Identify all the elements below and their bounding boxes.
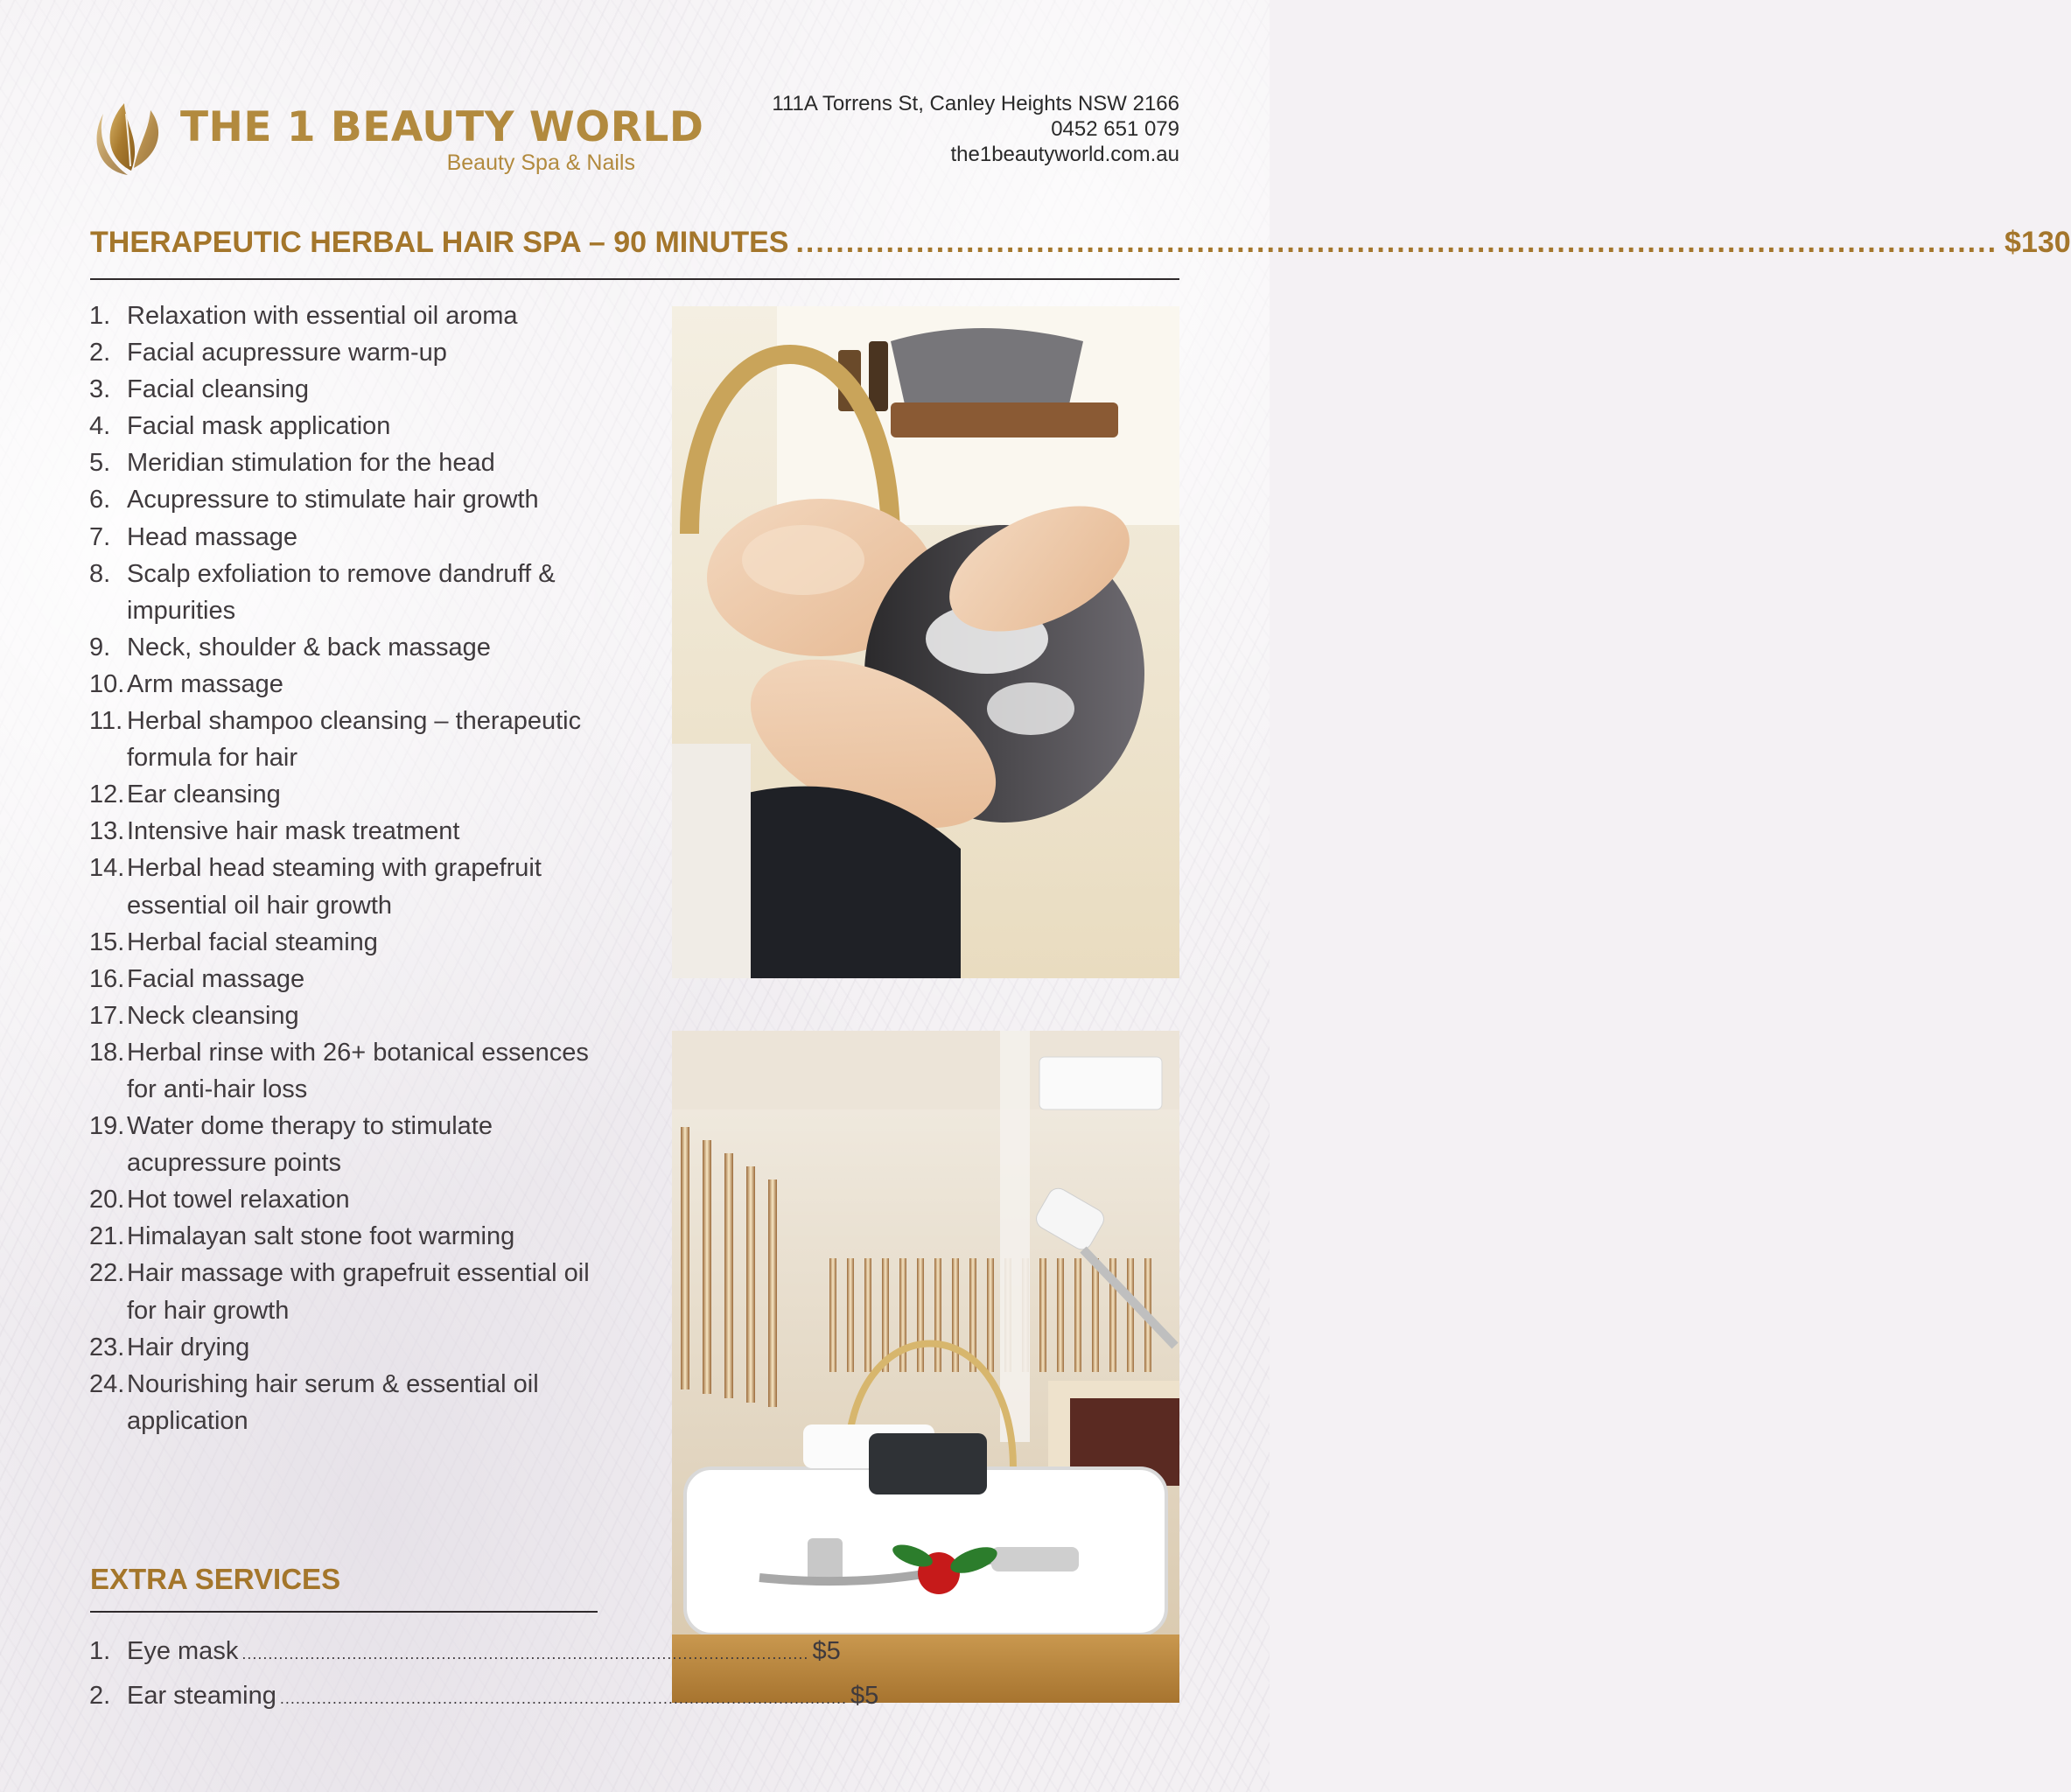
extra-service-name: Eye mask <box>127 1637 239 1665</box>
list-item: 8. Scalp exfoliation to remove dandruff & impurities <box>89 559 556 625</box>
list-item: 14. Herbal head steaming with grapefruit essential oil hair growth <box>89 854 542 920</box>
website-link[interactable]: the1beautyworld.com.au <box>950 143 1179 166</box>
address: 111A Torrens St, Canley Heights NSW 2166 <box>772 92 1179 116</box>
list-item: 9. Neck, shoulder & back massage <box>89 633 491 662</box>
list-item: 4. Facial mask application <box>89 412 391 441</box>
list-item: 10. Arm massage <box>89 669 283 698</box>
leaf-logo-icon <box>87 88 175 184</box>
list-item: 3. Facial cleansing <box>89 375 309 404</box>
service-title: THERAPEUTIC HERBAL HAIR SPA – 90 MINUTES <box>90 226 789 259</box>
hair-wash-photo <box>672 306 1179 978</box>
dot-leader: ............................................................................................................ <box>279 1690 847 1707</box>
spa-room-illustration <box>672 1031 1179 1703</box>
hair-wash-illustration <box>672 306 1179 978</box>
list-item: 23. Hair drying <box>89 1333 250 1362</box>
list-item: 1. Eye mask ............................................................................................................ $5 <box>89 1630 597 1675</box>
extra-service-price: $5 <box>850 1682 879 1710</box>
list-item: 13. Intensive hair mask treatment <box>89 817 460 846</box>
phone-number[interactable]: 0452 651 079 <box>1051 117 1179 141</box>
list-item: 24. Nourishing hair serum & essential oil application <box>89 1369 539 1435</box>
list-item: 1. Relaxation with essential oil aroma <box>89 302 518 330</box>
list-item: 12. Ear cleansing <box>89 780 281 809</box>
list-item: 20. Hot towel relaxation <box>89 1186 350 1214</box>
list-item: 15. Herbal facial steaming <box>89 928 378 956</box>
list-item: 16. Facial massage <box>89 964 305 993</box>
extra-service-price: $5 <box>812 1637 841 1665</box>
extra-service-name: Ear steaming <box>127 1682 276 1710</box>
brand-name: THE 1 BEAUTY WORLD <box>180 103 704 151</box>
list-item: 5. Meridian stimulation for the head <box>89 449 495 478</box>
dot-leader: ........................................................................................................................ <box>795 226 1998 259</box>
list-item: 6. Acupressure to stimulate hair growth <box>89 486 539 514</box>
extra-services-divider <box>90 1611 598 1613</box>
list-item: 2. Facial acupressure warm-up <box>89 339 447 368</box>
title-divider <box>90 278 1179 280</box>
list-item: 21. Himalayan salt stone foot warming <box>89 1222 515 1251</box>
contact-info <box>772 91 1179 167</box>
list-item: 18. Herbal rinse with 26+ botanical essences for anti-hair loss <box>89 1038 589 1103</box>
list-item: 7. Head massage <box>89 522 298 551</box>
service-price: $130 <box>2005 226 2071 259</box>
dot-leader: ............................................................................................................ <box>241 1645 809 1662</box>
list-item: 11. Herbal shampoo cleansing – therapeutic formula for hair <box>89 707 582 773</box>
treatment-steps-list <box>89 298 614 1439</box>
brand-tagline: Beauty Spa & Nails <box>446 150 635 175</box>
list-item: 22. Hair massage with grapefruit essential oil for hair growth <box>89 1259 590 1325</box>
spa-room-photo <box>672 1031 1179 1703</box>
extra-services-list <box>89 1630 879 1719</box>
brand-logo <box>87 88 704 184</box>
service-title-row <box>90 226 2071 270</box>
list-item: 19. Water dome therapy to stimulate acupressure points <box>89 1112 493 1178</box>
list-item: 2. Ear steaming ............................................................................................................ $5 <box>89 1675 597 1719</box>
list-item: 17. Neck cleansing <box>89 1001 299 1030</box>
extra-services-title: EXTRA SERVICES <box>90 1563 341 1595</box>
